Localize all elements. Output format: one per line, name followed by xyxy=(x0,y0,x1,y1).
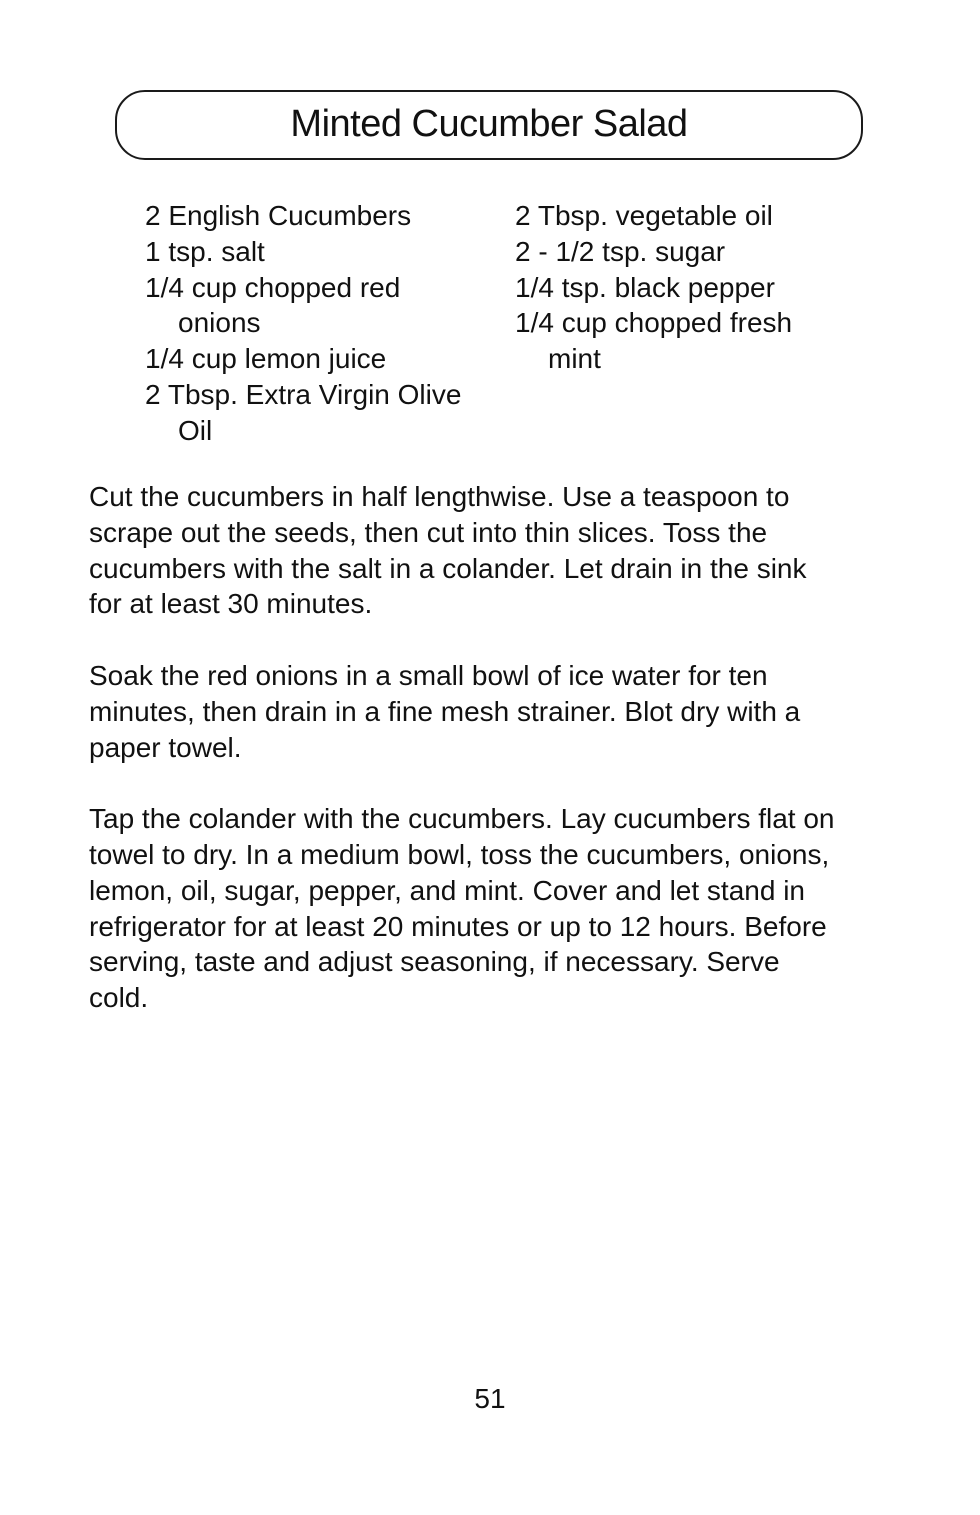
ingredient-line: 2 Tbsp. Extra Virgin Olive xyxy=(145,378,462,410)
direction-line: scrape out the seeds, then cut into thin slices. Toss the xyxy=(89,516,768,548)
ingredient-line: 1 tsp. salt xyxy=(145,235,265,267)
direction-line: Soak the red onions in a small bowl of ice water for ten xyxy=(89,659,768,691)
ingredients-column-left xyxy=(145,198,505,449)
ingredient-line: 2 Tbsp. vegetable oil xyxy=(515,200,773,231)
ingredient-line: 1/4 cup chopped fresh xyxy=(515,307,793,339)
direction-line: cold. xyxy=(89,982,149,1014)
direction-line: serving, taste and adjust seasoning, if necessary. Serve xyxy=(89,946,780,978)
direction-step xyxy=(89,658,909,765)
ingredient-line: onions xyxy=(178,307,261,339)
directions xyxy=(89,479,909,1052)
direction-line: lemon, oil, sugar, pepper, and mint. Cover and let stand in xyxy=(89,874,805,906)
direction-step xyxy=(89,479,909,622)
ingredient-line: 1/4 cup lemon juice xyxy=(145,343,387,375)
direction-step xyxy=(89,801,909,1016)
direction-line: towel to dry. In a medium bowl, toss the cucumbers, onions, xyxy=(89,838,830,870)
recipe-title: Minted Cucumber Salad xyxy=(290,103,688,145)
direction-line: minutes, then drain in a fine mesh strainer. Blot dry with a xyxy=(89,695,801,727)
direction-line: Tap the colander with the cucumbers. Lay cucumbers flat on xyxy=(89,803,835,835)
ingredient-line: 2 - 1/2 tsp. sugar xyxy=(515,235,726,267)
recipe-title-box xyxy=(115,90,863,160)
direction-line: cucumbers with the salt in a colander. Let drain in the sink xyxy=(89,552,807,584)
direction-line: paper towel. xyxy=(89,731,242,763)
direction-line: for at least 30 minutes. xyxy=(89,588,373,620)
ingredient-line: 1/4 cup chopped red xyxy=(145,271,401,303)
ingredient-line: Oil xyxy=(178,414,213,446)
direction-line: Cut the cucumbers in half lengthwise. Use a teaspoon to xyxy=(89,481,790,512)
direction-line: refrigerator for at least 20 minutes or up to 12 hours. Before xyxy=(89,910,827,942)
ingredient-line: mint xyxy=(548,343,601,375)
ingredient-line: 2 English Cucumbers xyxy=(145,200,412,231)
ingredient-line: 1/4 tsp. black pepper xyxy=(515,271,775,303)
ingredients-column-right xyxy=(515,198,915,377)
page-number: 51 xyxy=(474,1383,506,1414)
